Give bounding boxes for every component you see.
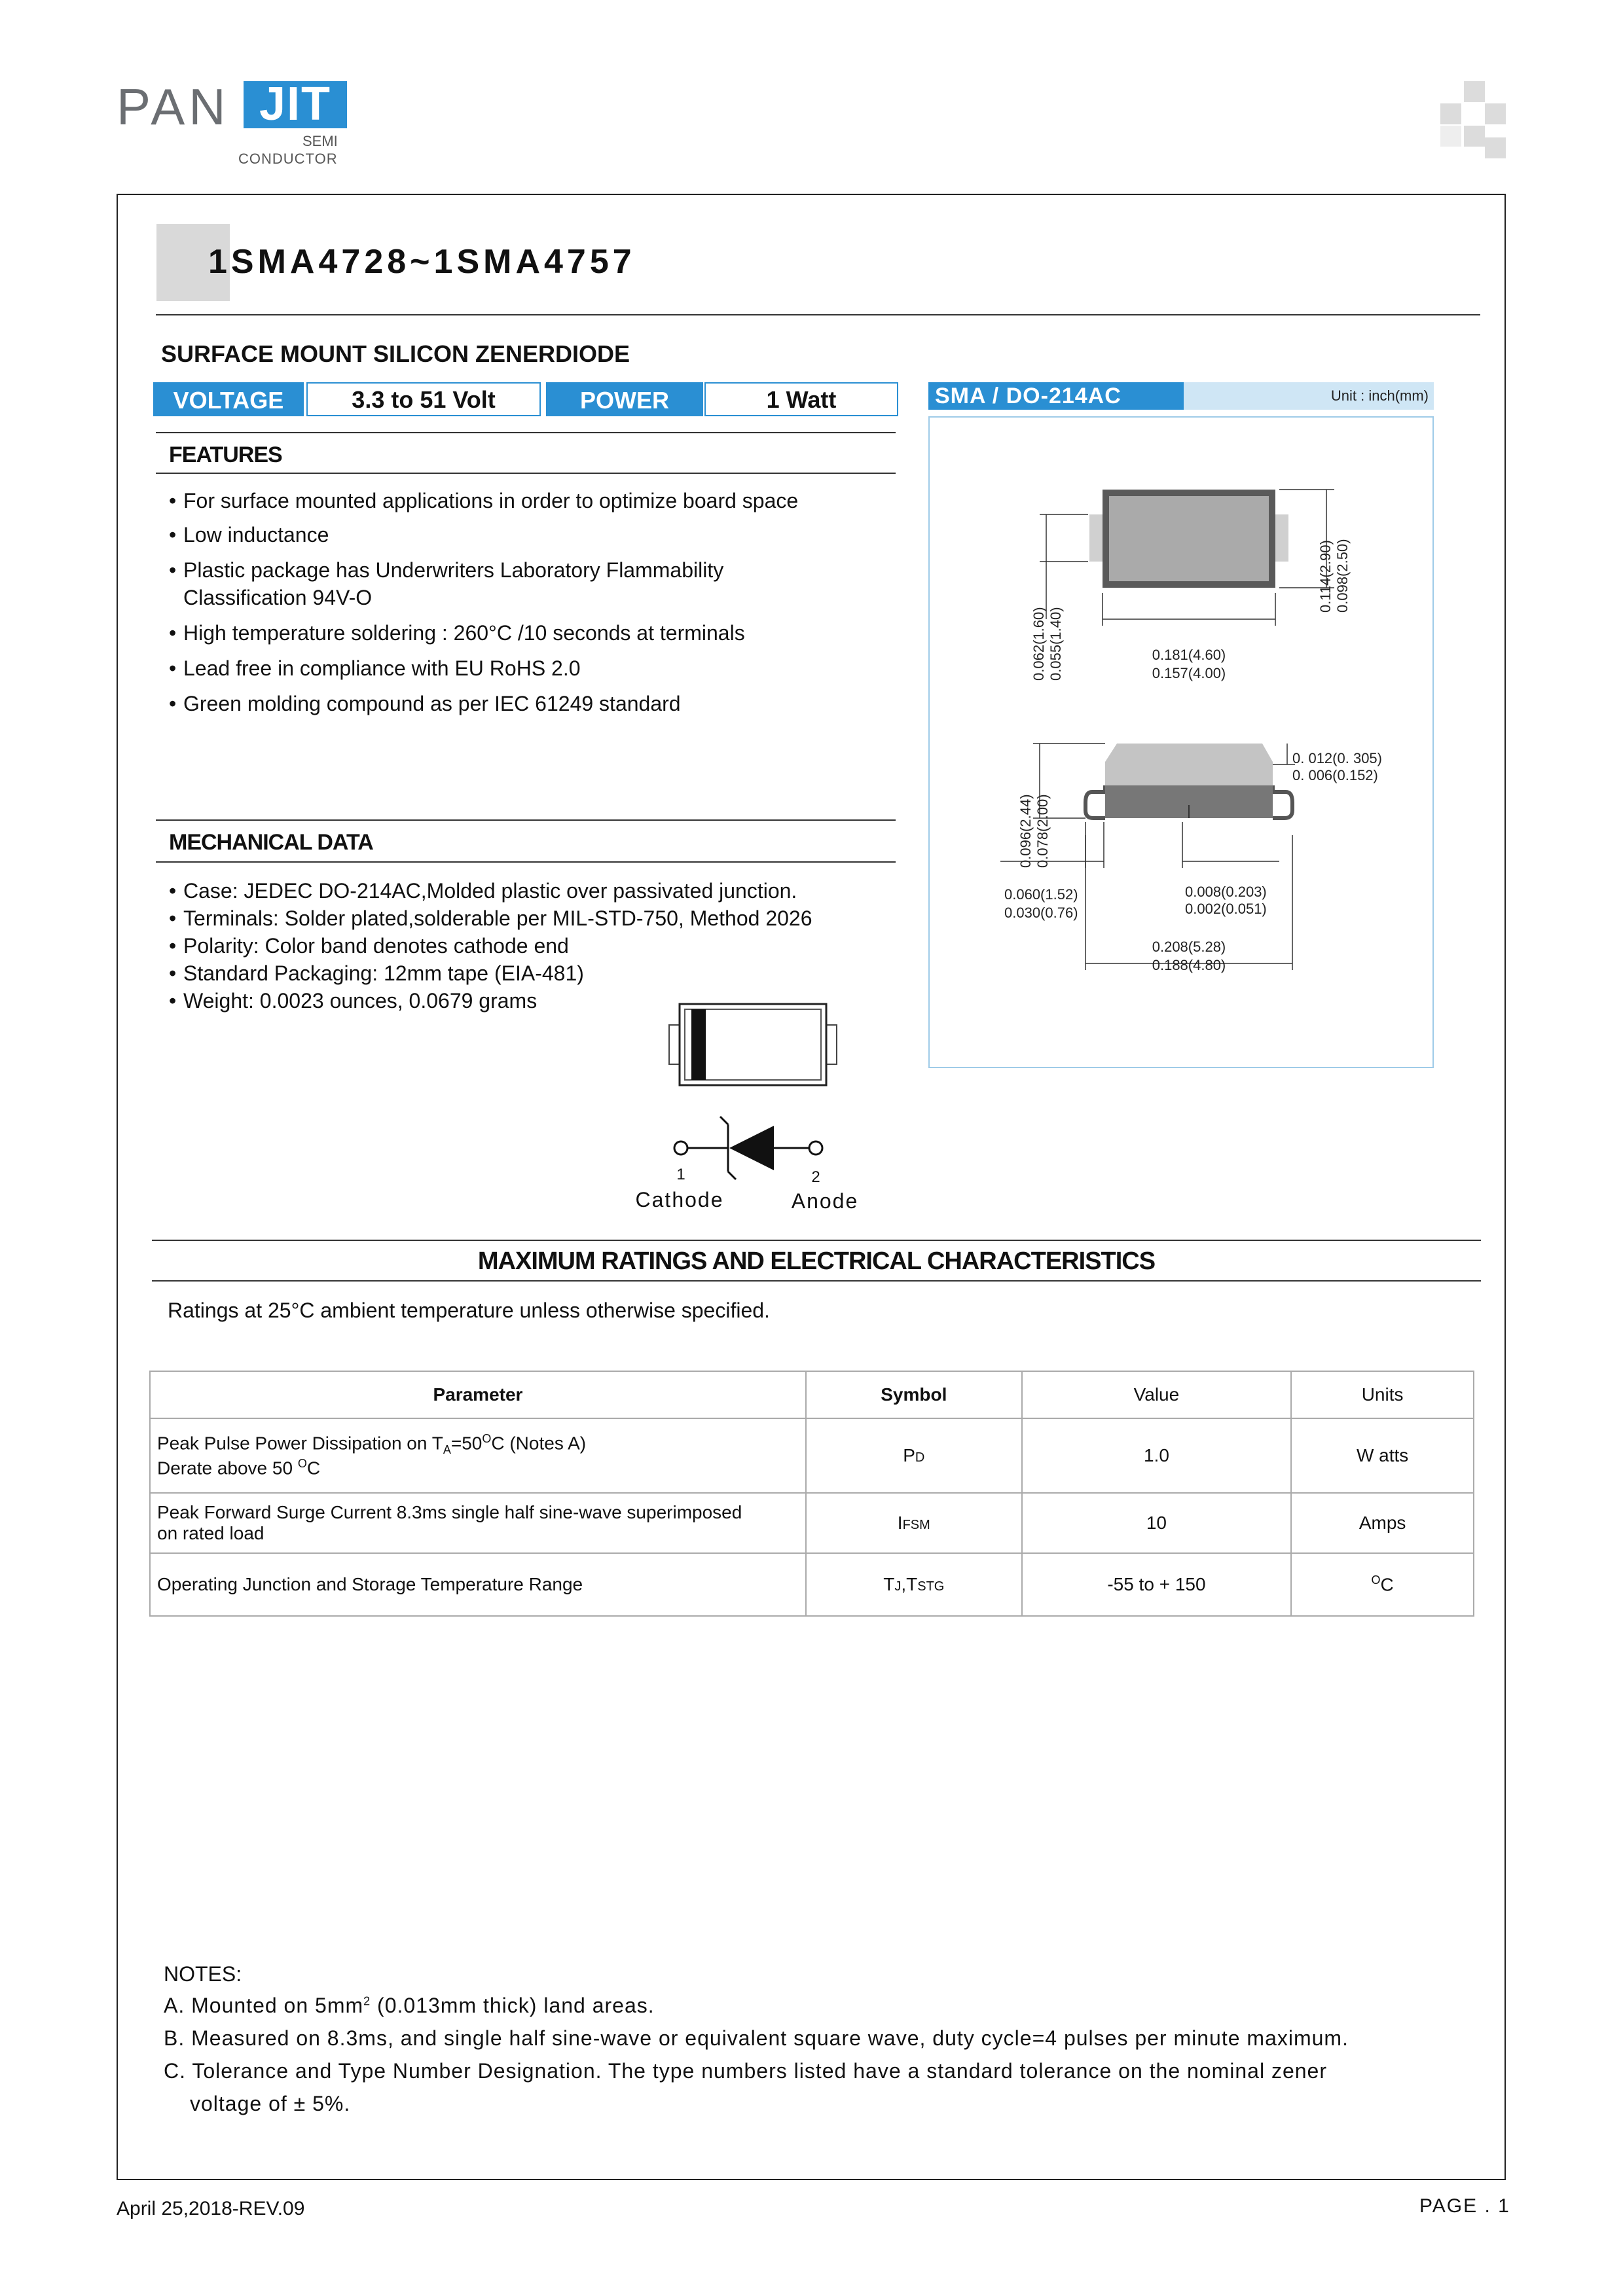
param-cell: Peak Forward Surge Current 8.3ms single half sine-wave superimposed on rated load: [150, 1493, 806, 1553]
table-row: [150, 1418, 1474, 1493]
ratings-top-rule: [152, 1240, 1481, 1241]
mechanical-bottom-rule: [156, 861, 896, 863]
top-view: [1030, 490, 1351, 681]
feature-item: • Low inductance: [169, 523, 329, 547]
note-b: B. Measured on 8.3ms, and single half sine-wave or equivalent square wave, duty cycle=4 pulses per minute maximum.: [164, 2026, 1349, 2050]
value-cell: 1.0: [1022, 1418, 1292, 1493]
polarity-diagram: [635, 995, 890, 1224]
dim-top-w1: 0.181(4.60): [1152, 647, 1226, 663]
package-outline-drawing: [928, 416, 1434, 1068]
voltage-value: 3.3 to 51 Volt: [306, 382, 541, 416]
ratings-title: MAXIMUM RATINGS AND ELECTRICAL CHARACTERISTICS: [477, 1247, 1156, 1275]
dim-side-t1: 0. 012(0. 305): [1292, 750, 1382, 766]
symbol-cell: IFSM: [806, 1493, 1022, 1553]
product-subtitle: SURFACE MOUNT SILICON ZENERDIODE: [161, 340, 630, 367]
cathode-label: Cathode: [635, 1188, 724, 1211]
header-symbol: Symbol: [806, 1371, 1022, 1418]
header-value: Value: [1022, 1371, 1292, 1418]
table-header-row: [150, 1371, 1474, 1418]
side-view: [1000, 744, 1382, 973]
package-name: SMA / DO-214AC: [928, 382, 1190, 410]
dim-side-t2: 0. 006(0.152): [1292, 767, 1378, 783]
feature-item: • Plastic package has Underwriters Laboratory Flammability Classification 94V-O: [169, 558, 724, 609]
dim-side-st2: 0.002(0.051): [1185, 901, 1267, 917]
note-c: C. Tolerance and Type Number Designation. The type numbers listed have a standard tolerance on the nominal zener: [164, 2059, 1327, 2083]
mechanical-item: • Standard Packaging: 12mm tape (EIA-481): [169, 961, 584, 985]
power-label: POWER: [546, 382, 703, 416]
logo-pan-text: PAN: [117, 78, 230, 135]
mechanical-item: • Weight: 0.0023 ounces, 0.0679 grams: [169, 989, 538, 1013]
feature-item: • Green molding compound as per IEC 61249 standard: [169, 692, 681, 715]
anode-label: Anode: [791, 1189, 859, 1213]
pin1-label: 1: [676, 1166, 685, 1183]
dim-top-lead1: 0.062(1.60): [1030, 607, 1047, 681]
ratings-bottom-rule: [152, 1280, 1481, 1282]
cathode-band: [691, 1009, 706, 1080]
dim-side-lead1: 0.060(1.52): [1004, 886, 1078, 903]
mechanical-item: • Case: JEDEC DO-214AC,Molded plastic over passivated junction.: [169, 879, 797, 903]
ratings-note: Ratings at 25°C ambient temperature unless otherwise specified.: [168, 1299, 770, 1322]
header-units: Units: [1291, 1371, 1474, 1418]
features-title: FEATURES: [169, 442, 282, 467]
units-cell: W atts: [1291, 1418, 1474, 1493]
dim-side-h1: 0.096(2.44): [1017, 794, 1034, 868]
title-divider: [156, 314, 1480, 315]
dim-side-lead2: 0.030(0.76): [1004, 905, 1078, 921]
table-row: [150, 1493, 1474, 1553]
dim-side-w1: 0.208(5.28): [1152, 939, 1226, 955]
units-cell: Amps: [1291, 1493, 1474, 1553]
note-a: A. Mounted on $5mm^2$ (0.013mm thick) land areas.: [164, 1994, 655, 2017]
dim-side-h2: 0.078(2.00): [1034, 794, 1051, 868]
dim-side-st1: 0.008(0.203): [1185, 884, 1267, 900]
mechanical-top-rule: [156, 819, 896, 821]
power-value: 1 Watt: [704, 382, 898, 416]
page-title: 1SMA4728~1SMA4757: [208, 243, 636, 281]
notes-title: NOTES:: [164, 1962, 242, 1986]
voltage-label: VOLTAGE: [153, 382, 304, 416]
dim-top-h1: 0.114(2.90): [1317, 540, 1334, 613]
feature-item: • Lead free in compliance with EU RoHS 2.0: [169, 656, 581, 680]
pin2-label: 2: [811, 1168, 820, 1186]
mechanical-title: MECHANICAL DATA: [169, 830, 373, 855]
dim-top-lead2: 0.055(1.40): [1048, 607, 1064, 681]
mechanical-item: • Polarity: Color band denotes cathode end: [169, 934, 569, 958]
footer-page-number: PAGE . 1: [1419, 2195, 1510, 2217]
mechanical-item: • Terminals: Solder plated,solderable per MIL-STD-750, Method 2026: [169, 906, 812, 930]
table-row: [150, 1553, 1474, 1616]
features-top-rule: [156, 432, 896, 433]
footer-date: April 25,2018-REV.09: [117, 2198, 305, 2219]
ratings-table: [149, 1371, 1474, 1617]
symbol-cell: TJ,TSTG: [806, 1553, 1022, 1616]
value-cell: 10: [1022, 1493, 1292, 1553]
feature-item: • High temperature soldering : 260°C /10 seconds at terminals: [169, 621, 745, 645]
package-unit: Unit : inch(mm): [1330, 387, 1429, 404]
param-cell: Operating Junction and Storage Temperature Range: [150, 1553, 806, 1616]
param-cell: Peak Pulse Power Dissipation on $T_A=50^OC$ (Notes A) Derate above 50 $^O$C: [150, 1418, 806, 1493]
value-cell: -55 to + 150: [1022, 1553, 1292, 1616]
units-cell: $^O$C: [1291, 1553, 1474, 1616]
logo-jit-text: JIT: [259, 78, 332, 130]
features-bottom-rule: [156, 473, 896, 474]
dim-top-h2: 0.098(2.50): [1334, 539, 1351, 613]
symbol-cell: PD: [806, 1418, 1022, 1493]
dim-side-w2: 0.188(4.80): [1152, 957, 1226, 973]
feature-item: • For surface mounted applications in order to optimize board space: [169, 489, 799, 512]
header-parameter: Parameter: [150, 1371, 806, 1418]
dim-top-w2: 0.157(4.00): [1152, 665, 1226, 681]
logo-semi-text: SEMI: [302, 133, 338, 149]
logo-conductor-text: CONDUCTOR: [238, 151, 338, 167]
note-c-continued: voltage of ± 5%.: [190, 2092, 351, 2115]
